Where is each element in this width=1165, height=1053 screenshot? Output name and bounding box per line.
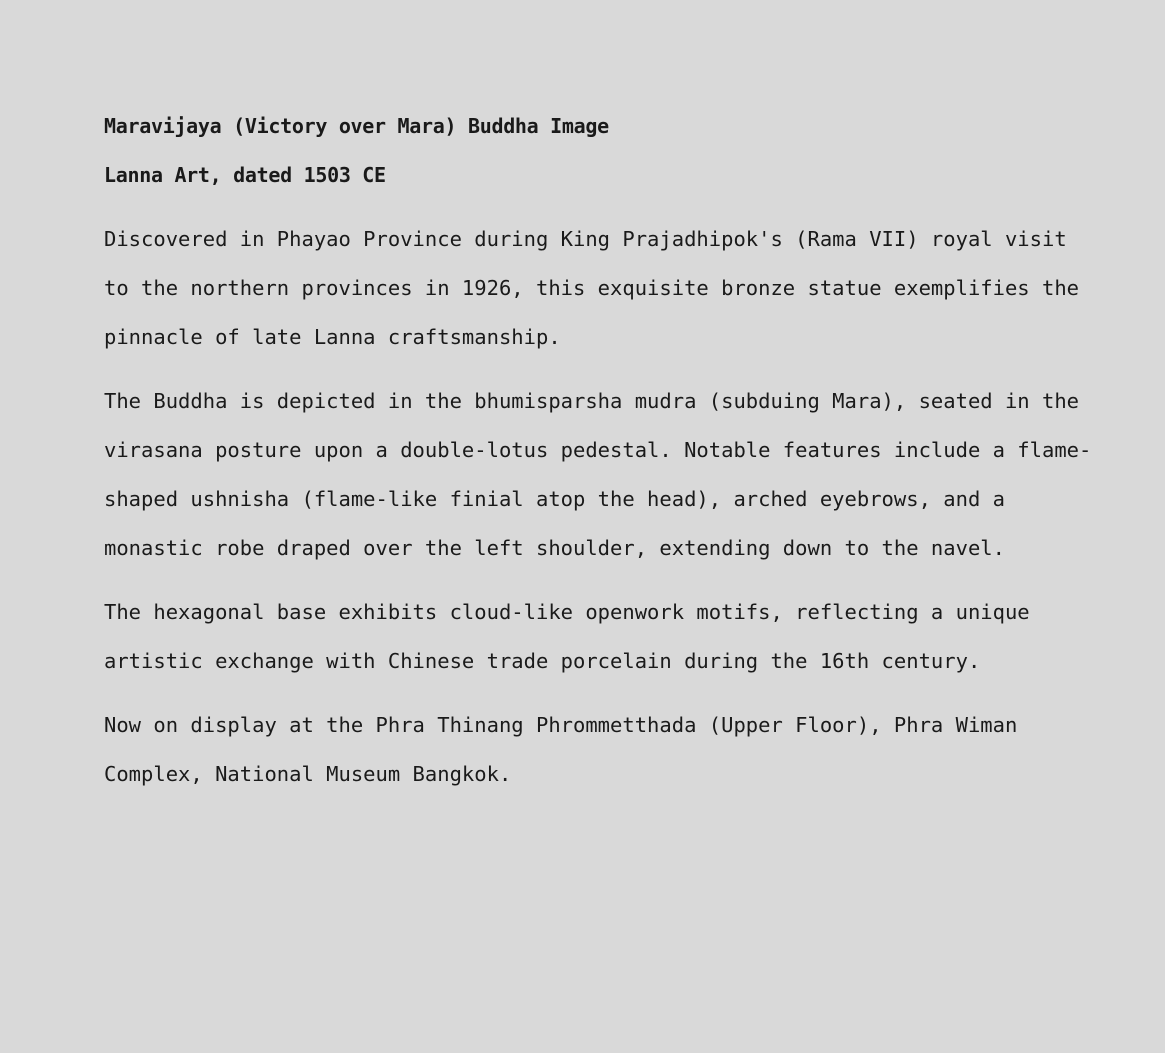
paragraph-description: The Buddha is depicted in the bhumisparsha mudra (subduing Mara), seated in the virasana posture upon a double-lotus pedestal. Notable features include a flame-shaped ushnisha (flame-like finial atop the head), arched eyebrows, and a monastic robe draped over the left shoulder, extending down to the navel.	[104, 389, 1092, 560]
label-title: Maravijaya (Victory over Mara) Buddha Image	[104, 114, 609, 138]
museum-label	[104, 102, 1094, 799]
paragraph-discovery: Discovered in Phayao Province during King Prajadhipok's (Rama VII) royal visit to the northern provinces in 1926, this exquisite bronze statue exemplifies the pinnacle of late Lanna craftsmanship.	[104, 227, 1080, 349]
label-subtitle: Lanna Art, dated 1503 CE	[104, 163, 386, 187]
paragraph-display-location: Now on display at the Phra Thinang Phrommetthada (Upper Floor), Phra Wiman Complex, National Museum Bangkok.	[104, 713, 1018, 786]
paragraph-base: The hexagonal base exhibits cloud-like openwork motifs, reflecting a unique artistic exchange with Chinese trade porcelain during the 16th century.	[104, 600, 1030, 673]
